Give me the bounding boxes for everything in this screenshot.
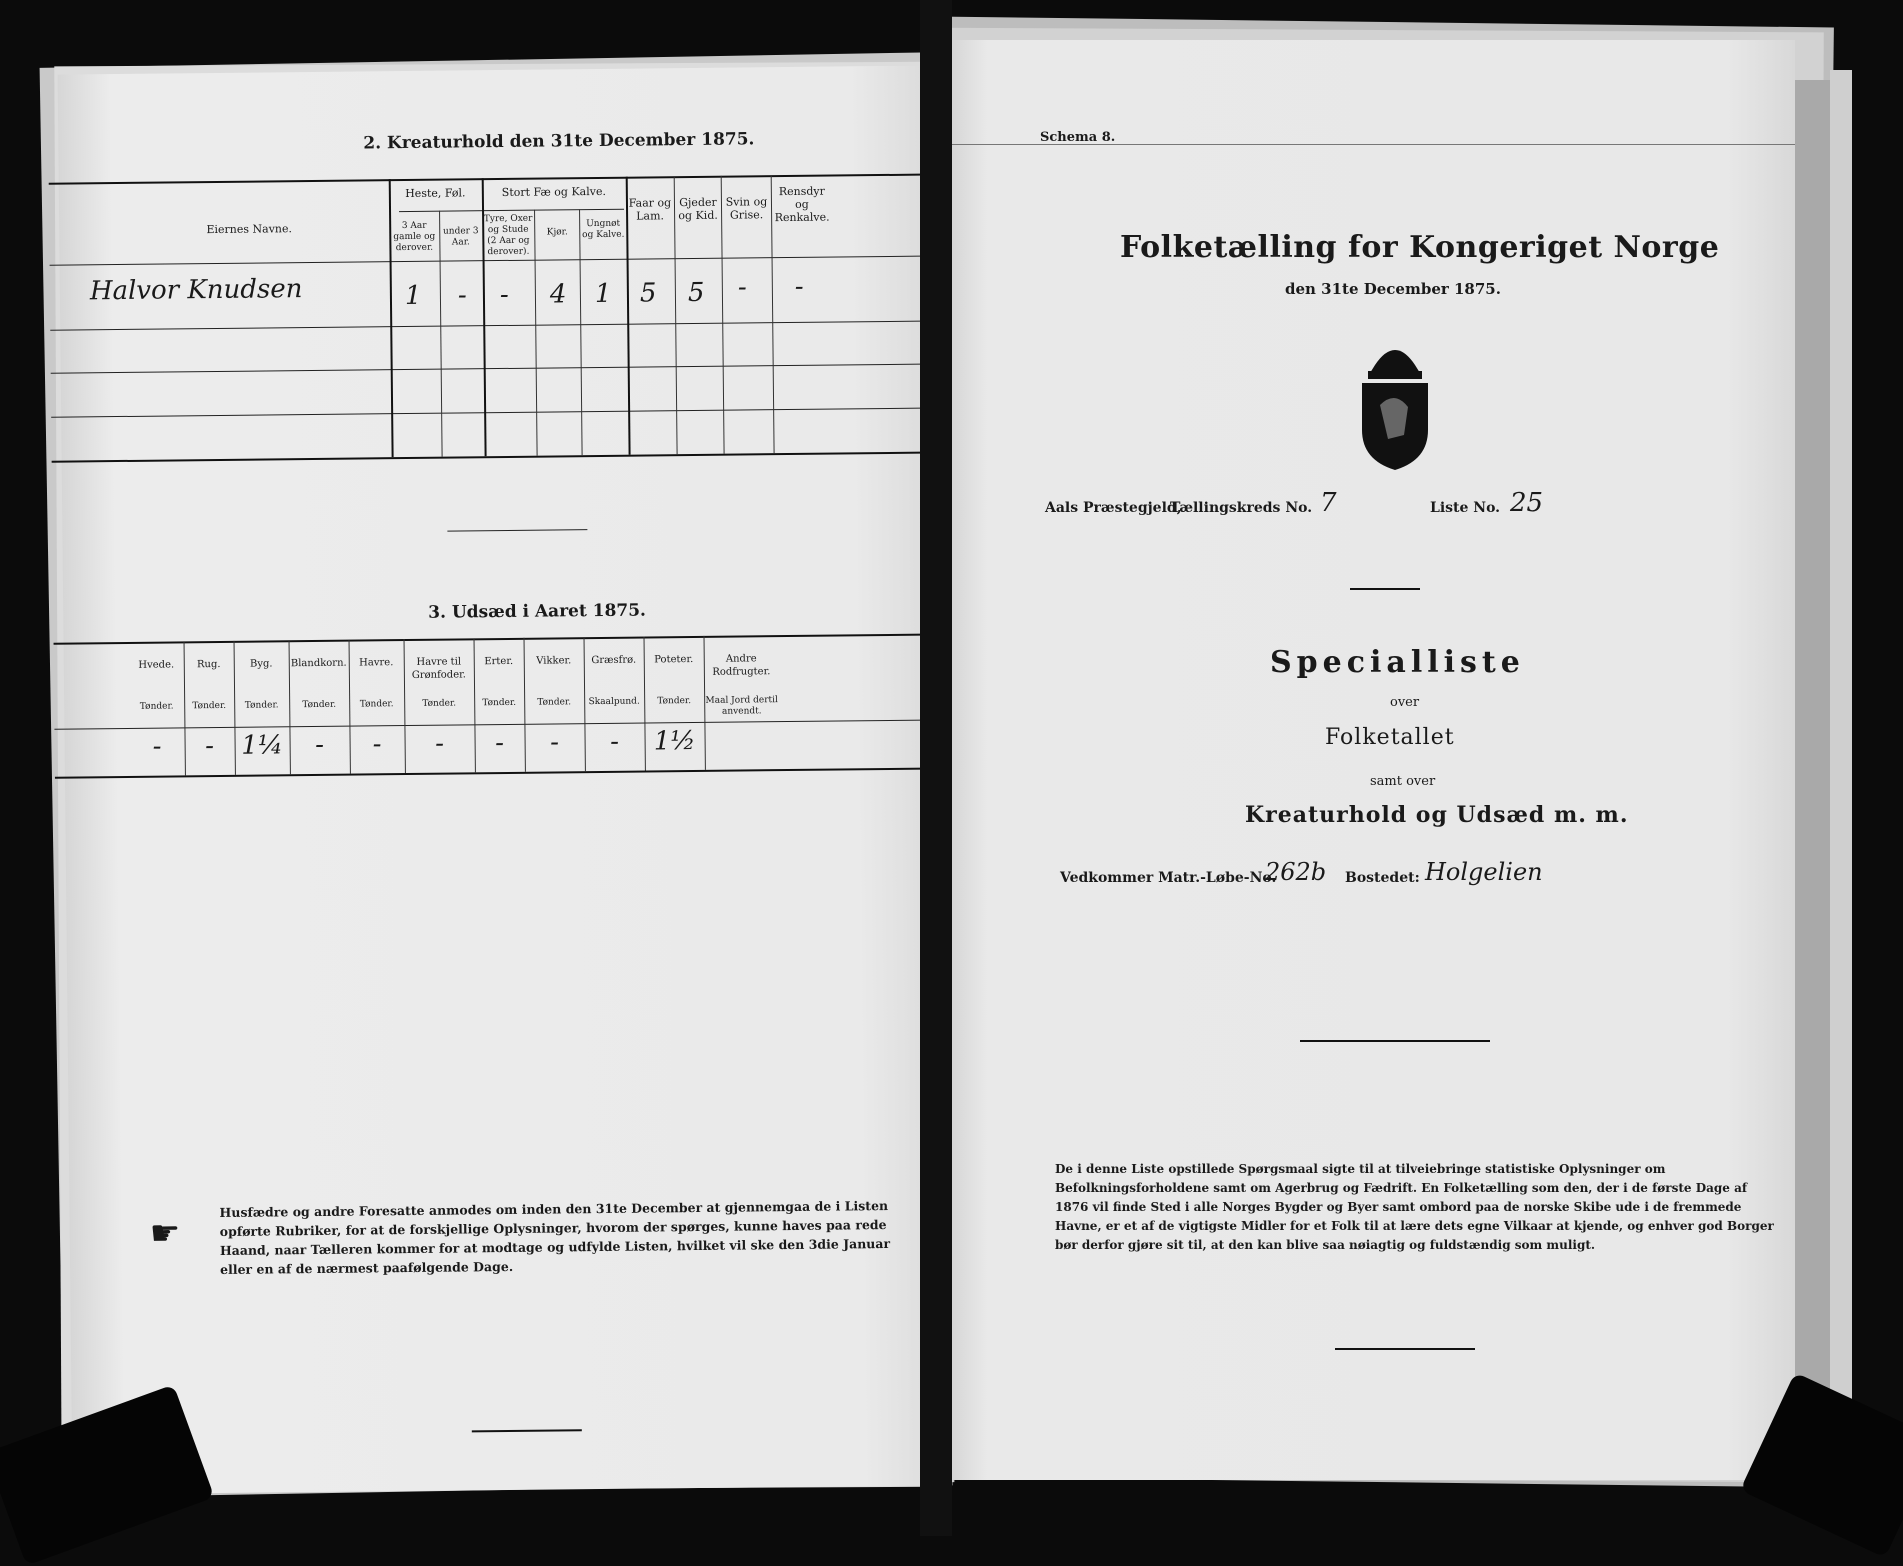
udsaed-col-unit: Tønder. bbox=[422, 698, 457, 709]
table-rule bbox=[49, 174, 929, 185]
udsaed-col-header: Vikker. bbox=[536, 655, 572, 667]
samt-over-label: samt over bbox=[1370, 774, 1436, 789]
folketallet-heading: Folketallet bbox=[1325, 725, 1455, 750]
col-horses-under3-header: under 3 Aar. bbox=[442, 226, 479, 248]
col-sheep-header: Faar og Lam. bbox=[628, 196, 672, 223]
udsaed-cell: - bbox=[315, 729, 325, 760]
kreaturhold-heading: Kreaturhold og Udsæd m. m. bbox=[1245, 802, 1629, 828]
page-title: Folketælling for Kongeriget Norge bbox=[1120, 230, 1720, 265]
udsaed-col-header: Havre. bbox=[359, 657, 394, 669]
faded-rule bbox=[945, 144, 1795, 145]
udsaed-cell: 1½ bbox=[653, 726, 696, 757]
table-rule bbox=[50, 321, 930, 331]
udsaed-col-unit: Skaalpund. bbox=[588, 696, 640, 708]
udsaed-cell: - bbox=[152, 731, 162, 762]
udsaed-col-header: Erter. bbox=[484, 655, 514, 668]
left-page bbox=[58, 65, 953, 1494]
udsaed-col-unit: Tønder. bbox=[359, 699, 394, 710]
specialliste-heading: Specialliste bbox=[1270, 645, 1525, 680]
udsaed-col-unit: Tønder. bbox=[192, 700, 227, 712]
owner-name: Halvor Knudsen bbox=[89, 274, 303, 307]
cell-cows: 4 bbox=[549, 279, 567, 310]
udsaed-col-header: Poteter. bbox=[654, 654, 694, 666]
binding-gutter bbox=[920, 0, 952, 1536]
udsaed-col-unit: Tønder. bbox=[537, 697, 572, 708]
right-page bbox=[945, 40, 1795, 1480]
udsaed-cell: 1¼ bbox=[241, 730, 284, 761]
coat-of-arms-icon bbox=[1340, 335, 1450, 475]
divider-rule bbox=[1300, 1040, 1490, 1042]
table-divider bbox=[534, 210, 538, 456]
page-edge-strip bbox=[1790, 80, 1830, 1460]
udsaed-col-unit: Tønder. bbox=[482, 697, 517, 709]
kreds-value: 7 bbox=[1320, 488, 1337, 518]
matr-value: 262b bbox=[1265, 858, 1327, 886]
col-bulls-header: Tyre, Oxer og Stude (2 Aar og derover). bbox=[483, 213, 533, 258]
udsaed-col-unit: Tønder. bbox=[244, 700, 279, 711]
cell-reindeer: - bbox=[794, 271, 804, 302]
table-rule bbox=[54, 634, 934, 645]
cell-goats: 5 bbox=[687, 277, 705, 309]
binder-clip bbox=[0, 1384, 214, 1565]
udsaed-cell: - bbox=[372, 729, 382, 760]
table-rule bbox=[51, 364, 931, 374]
cell-young: 1 bbox=[594, 278, 612, 310]
udsaed-col-header: Rug. bbox=[196, 658, 221, 671]
pointing-hand-icon: ☛ bbox=[149, 1213, 181, 1254]
page-subtitle: den 31te December 1875. bbox=[1285, 280, 1501, 298]
udsaed-cell bbox=[704, 725, 779, 726]
col-owner-header: Eiernes Navne. bbox=[206, 222, 293, 237]
page-edge-strip bbox=[1830, 70, 1852, 1460]
col-goats-header: Gjeder og Kid. bbox=[678, 195, 718, 223]
col-pigs-header: Svin og Grise. bbox=[725, 195, 768, 222]
divider-rule bbox=[1335, 1348, 1475, 1350]
cell-bulls: - bbox=[499, 279, 509, 311]
cell-horses-over3: 1 bbox=[404, 280, 422, 312]
table-rule bbox=[55, 767, 935, 778]
udsaed-cell: - bbox=[205, 731, 215, 762]
col-horses-header: Heste, Føl. bbox=[405, 186, 466, 201]
udsaed-col-unit: Maal Jord dertil anvendt. bbox=[705, 695, 778, 717]
udsaed-col-header: Græsfrø. bbox=[591, 654, 637, 667]
schema-label: Schema 8. bbox=[1040, 130, 1116, 145]
udsaed-col-header: Havre til Grønfoder. bbox=[411, 656, 467, 681]
matr-label: Vedkommer Matr.-Løbe-No. bbox=[1060, 870, 1277, 886]
udsaed-cell: - bbox=[610, 726, 620, 757]
divider-rule bbox=[472, 1429, 582, 1432]
table-rule bbox=[399, 209, 624, 212]
col-cows-header: Kjør. bbox=[546, 227, 568, 238]
udsaed-cell: - bbox=[435, 728, 445, 759]
table-divider bbox=[579, 209, 583, 455]
prestegjeld-label: Aals Præstegjeld, bbox=[1045, 500, 1182, 516]
table-rule bbox=[51, 408, 931, 418]
cell-horses-under3: - bbox=[457, 280, 467, 311]
udsaed-col-header: Byg. bbox=[249, 658, 273, 670]
cell-pigs: - bbox=[737, 272, 747, 303]
notice-text: Husfædre og andre Foresatte anmodes om inden den 31te December at gjennemgaa de i Listen opførte Rubriker, for at de forskjellige Oplysninger, hvorom der spørges, kunne haves paa rede Haand, naar Tælleren kommer for at modtage og udfylde Listen, hvilket vil ske den 3die Januar eller en af de nærmest paafølgende Dage. bbox=[219, 1198, 891, 1278]
liste-label: Liste No. bbox=[1430, 500, 1501, 516]
col-horses-over3-header: 3 Aar gamle og derover. bbox=[393, 220, 436, 254]
udsaed-col-unit: Tønder. bbox=[139, 701, 174, 712]
udsaed-cell: - bbox=[550, 727, 560, 758]
udsaed-col-header: Hvede. bbox=[138, 659, 175, 671]
udsaed-col-unit: Tønder. bbox=[302, 699, 337, 711]
col-cattle-header: Stort Fæ og Kalve. bbox=[501, 184, 606, 200]
udsaed-col-header: Blandkorn. bbox=[290, 657, 347, 670]
col-young-header: Ungnøt og Kalve. bbox=[582, 218, 625, 241]
cell-sheep: 5 bbox=[639, 278, 657, 309]
liste-value: 25 bbox=[1510, 488, 1544, 518]
footer-text: De i denne Liste opstillede Spørgsmaal sigte til at tilveiebringe statistiske Oplysninger om Befolkningsforholdene samt om Agerbrug og Fædrift. En Folketælling som den, der i de første Dage af 1876 vil finde Sted i alle Norges Bygder og Byer samt ombord paa de norske Skibe ude i de fremmede Havne, er et af de vigtigste Midler for et Folk til at lære dets egne Vilkaar at kjende, og enhver god Borger bør derfor gjøre sit til, at den kan blive saa nøiagtig og fuldstændig som muligt. bbox=[1055, 1162, 1774, 1252]
section2-title: 2. Kreaturhold den 31te December 1875. bbox=[363, 129, 755, 154]
divider-rule bbox=[1350, 588, 1420, 590]
col-reindeer-header: Rensdyr og Renkalve. bbox=[774, 184, 830, 225]
bosted-value: Holgelien bbox=[1425, 858, 1543, 886]
table-rule bbox=[52, 452, 932, 463]
udsaed-col-unit: Tønder. bbox=[657, 696, 692, 707]
divider-rule bbox=[447, 529, 587, 531]
over-label: over bbox=[1390, 695, 1420, 710]
udsaed-cell: - bbox=[495, 728, 505, 759]
udsaed-col-header: Andre Rodfrugter. bbox=[712, 653, 771, 678]
section3-title: 3. Udsæd i Aaret 1875. bbox=[428, 600, 647, 623]
kreds-label: Tællingskreds No. bbox=[1170, 500, 1313, 516]
bosted-label: Bostedet: bbox=[1345, 870, 1420, 886]
